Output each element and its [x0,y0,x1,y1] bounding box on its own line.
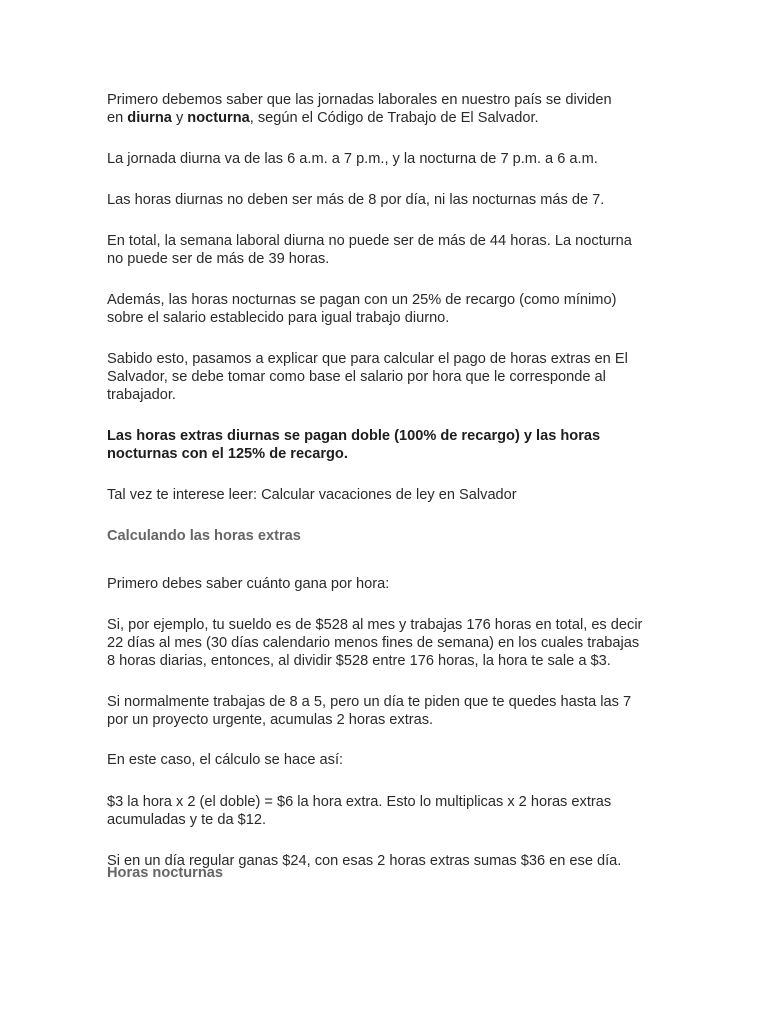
paragraph-limite-semanal: En total, la semana laboral diurna no puede ser de más de 44 horas. La nocturna no puede ser de más de 39 horas. [107,233,632,267]
paragraph-horas-extras-ejemplo: Si normalmente trabajas de 8 a 5, pero un día te piden que te quedes hasta las 7 por un proyecto urgente, acumulas 2 horas extras. [107,694,632,728]
bold-diurna: diurna [127,110,172,126]
paragraph-pago-doble: Las horas extras diurnas se pagan doble (100% de recargo) y las horas nocturnas con el 125% de recargo. [107,428,601,462]
paragraph-limite-diario: Las horas diurnas no deben ser más de 8 por día, ni las nocturnas más de 7. [107,192,605,208]
paragraph-calculo: $3 la hora x 2 (el doble) = $6 la hora extra. Esto lo multiplicas x 2 horas extras acumuladas y te da $12. [107,794,612,828]
paragraph-recargo-nocturno: Además, las horas nocturnas se pagan con un 25% de recargo (como mínimo) sobre el salario establecido para igual trabajo diurno. [107,292,617,326]
paragraph-gana-por-hora: Primero debes saber cuánto gana por hora: [107,576,390,592]
paragraph-total-dia: Si en un día regular ganas $24, con esas 2 horas extras sumas $36 en ese día. [107,853,622,869]
paragraph-horario: La jornada diurna va de las 6 a.m. a 7 p.m., y la nocturna de 7 p.m. a 6 a.m. [107,151,598,167]
related-link-text: Tal vez te interese leer: Calcular vacaciones de ley en Salvador [107,487,517,503]
paragraph-base-calculo: Sabido esto, pasamos a explicar que para calcular el pago de horas extras en El Salvador, se debe tomar como base el salario por hora que le corresponde al trabajador. [107,351,628,403]
paragraph-ejemplo-sueldo: Si, por ejemplo, tu sueldo es de $528 al mes y trabajas 176 horas en total, es decir 22 días al mes (30 días calendario menos fines de semana) en los cuales trabajas 8 horas diarias, entonces, al dividir $528 entre 176 horas, la hora te sale a $3. [107,617,643,669]
section-heading-calculando: Calculando las horas extras [107,528,301,544]
section-heading-nocturnas: Horas nocturnas [107,865,223,881]
paragraph-jornadas: Primero debemos saber que las jornadas laborales en nuestro país se dividen en diurna y nocturna, según el Código de Trabajo de El Salvador. [107,92,612,126]
bold-nocturna: nocturna [187,110,250,126]
paragraph-calculo-intro: En este caso, el cálculo se hace así: [107,752,344,768]
